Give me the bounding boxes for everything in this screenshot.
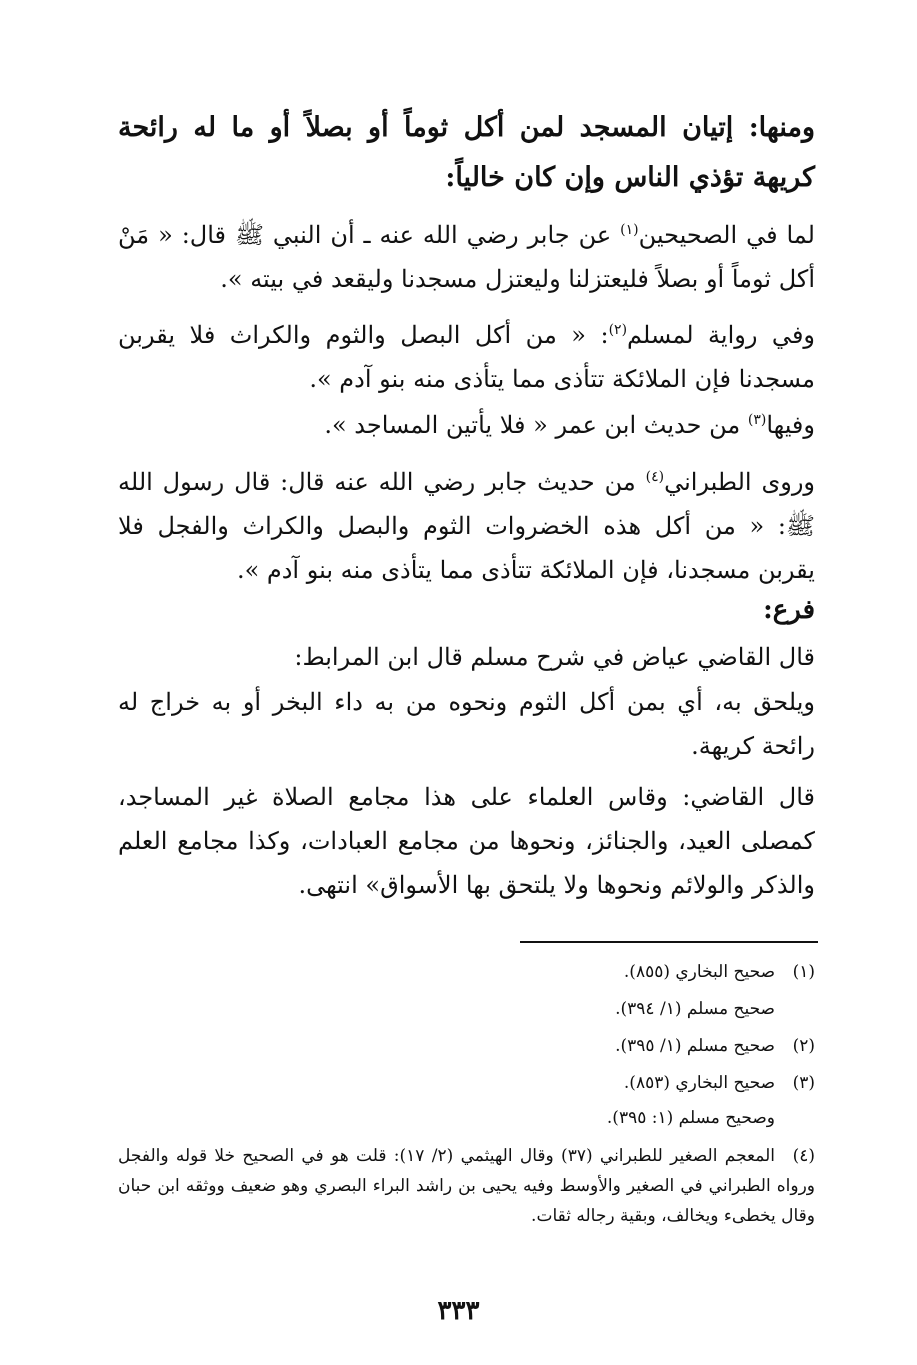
footnote-3 [118, 1069, 815, 1097]
section-heading: ومنها: إتيان المسجد لمن أكل ثوماً أو بصلاً أو ما له رائحة كريهة تؤذي الناس وإن كان خالياً: [118, 112, 815, 193]
footnote-4 [118, 1141, 815, 1231]
paragraph-1-text-b: عن جابر رضي الله عنه ـ أن النبي ﷺ قال: « مَنْ أكل ثوماً أو بصلاً فليعتزلنا وليعتزل مسجدنا وليقعد في بيته ». [118, 221, 815, 293]
paragraph-5: قال القاضي عياض في شرح مسلم قال ابن المرابط: [294, 643, 815, 671]
footnote-1-text: صحيح البخاري (٨٥٥). [623, 962, 775, 982]
paragraph-4 [118, 455, 815, 592]
footnote-ref-2[interactable]: (٢) [608, 322, 628, 338]
footnote-3-number: (٣) [792, 1073, 815, 1093]
footnote-3-continued: وصحيح مسلم (١: ٣٩٥). [606, 1108, 775, 1128]
paragraph-7: قال القاضي: وقاس العلماء على هذا مجامع الصلاة غير المساجد، كمصلى العيد، والجنائز، ونحوها من مجامع العبادات، وكذا مجامع العلم والذكر والولائم ونحوها ولا يلتحق بها الأسواق» انتهى. [118, 783, 815, 899]
subheading-far: فرع: [763, 595, 815, 625]
footnote-2-number: (٢) [792, 1036, 815, 1056]
paragraph-2 [118, 308, 815, 401]
footnote-ref-3[interactable]: (٣) [747, 412, 767, 428]
footnote-1-continued: صحيح مسلم (١/ ٣٩٤). [615, 999, 775, 1019]
footnote-4-text: المعجم الصغير للطبراني (٣٧) وقال الهيثمي (٢/ ١٧): قلت هو في الصحيح خلا قوله والفجل ورواه الطبراني في الصغير والأوسط وفيه يحيى بن راشد البراء البصري وهو ضعيف ووثقه ابن حبان وقال يخطىء ويخالف، وبقية رجاله ثقات. [118, 1146, 815, 1226]
footnote-ref-4[interactable]: (٤) [645, 469, 665, 485]
paragraph-2-text-a: وفي رواية لمسلم [627, 321, 816, 349]
footnote-2-text: صحيح مسلم (١/ ٣٩٥). [615, 1036, 775, 1056]
paragraph-4-text-a: وروى الطبراني [664, 468, 816, 496]
paragraph-3-text-b: من حديث ابن عمر « فلا يأتين المساجد ». [324, 411, 748, 439]
footnote-4-number: (٤) [792, 1146, 815, 1166]
paragraph-4-text-b: من حديث جابر رضي الله عنه قال: قال رسول الله ﷺ: « من أكل هذه الخضروات الثوم والبصل والكراث والفجل فلا يقربن مسجدنا، فإن الملائكة تتأذى مما يتأذى منه بنو آدم ». [118, 468, 815, 584]
footnote-divider [520, 941, 818, 943]
footnote-ref-1[interactable]: (١) [620, 222, 639, 238]
paragraph-6: ويلحق به، أي بمن أكل الثوم ونحوه من به داء البخر أو به خراج له رائحة كريهة. [118, 688, 815, 760]
paragraph-1 [118, 208, 815, 301]
paragraph-3 [118, 398, 815, 447]
page-number: ٣٣٣ [437, 1296, 480, 1326]
footnote-2 [118, 1032, 815, 1060]
paragraph-2-text-b: : « من أكل البصل والثوم والكراث فلا يقربن مسجدنا فإن الملائكة تتأذى مما يتأذى منه بنو آدم ». [118, 321, 815, 393]
footnote-1 [118, 958, 815, 986]
paragraph-3-text-a: وفيها [766, 411, 815, 439]
footnote-1-number: (١) [792, 962, 815, 982]
paragraph-1-text-a: لما في الصحيحين [638, 221, 815, 249]
footnote-3-text: صحيح البخاري (٨٥٣). [623, 1073, 775, 1093]
